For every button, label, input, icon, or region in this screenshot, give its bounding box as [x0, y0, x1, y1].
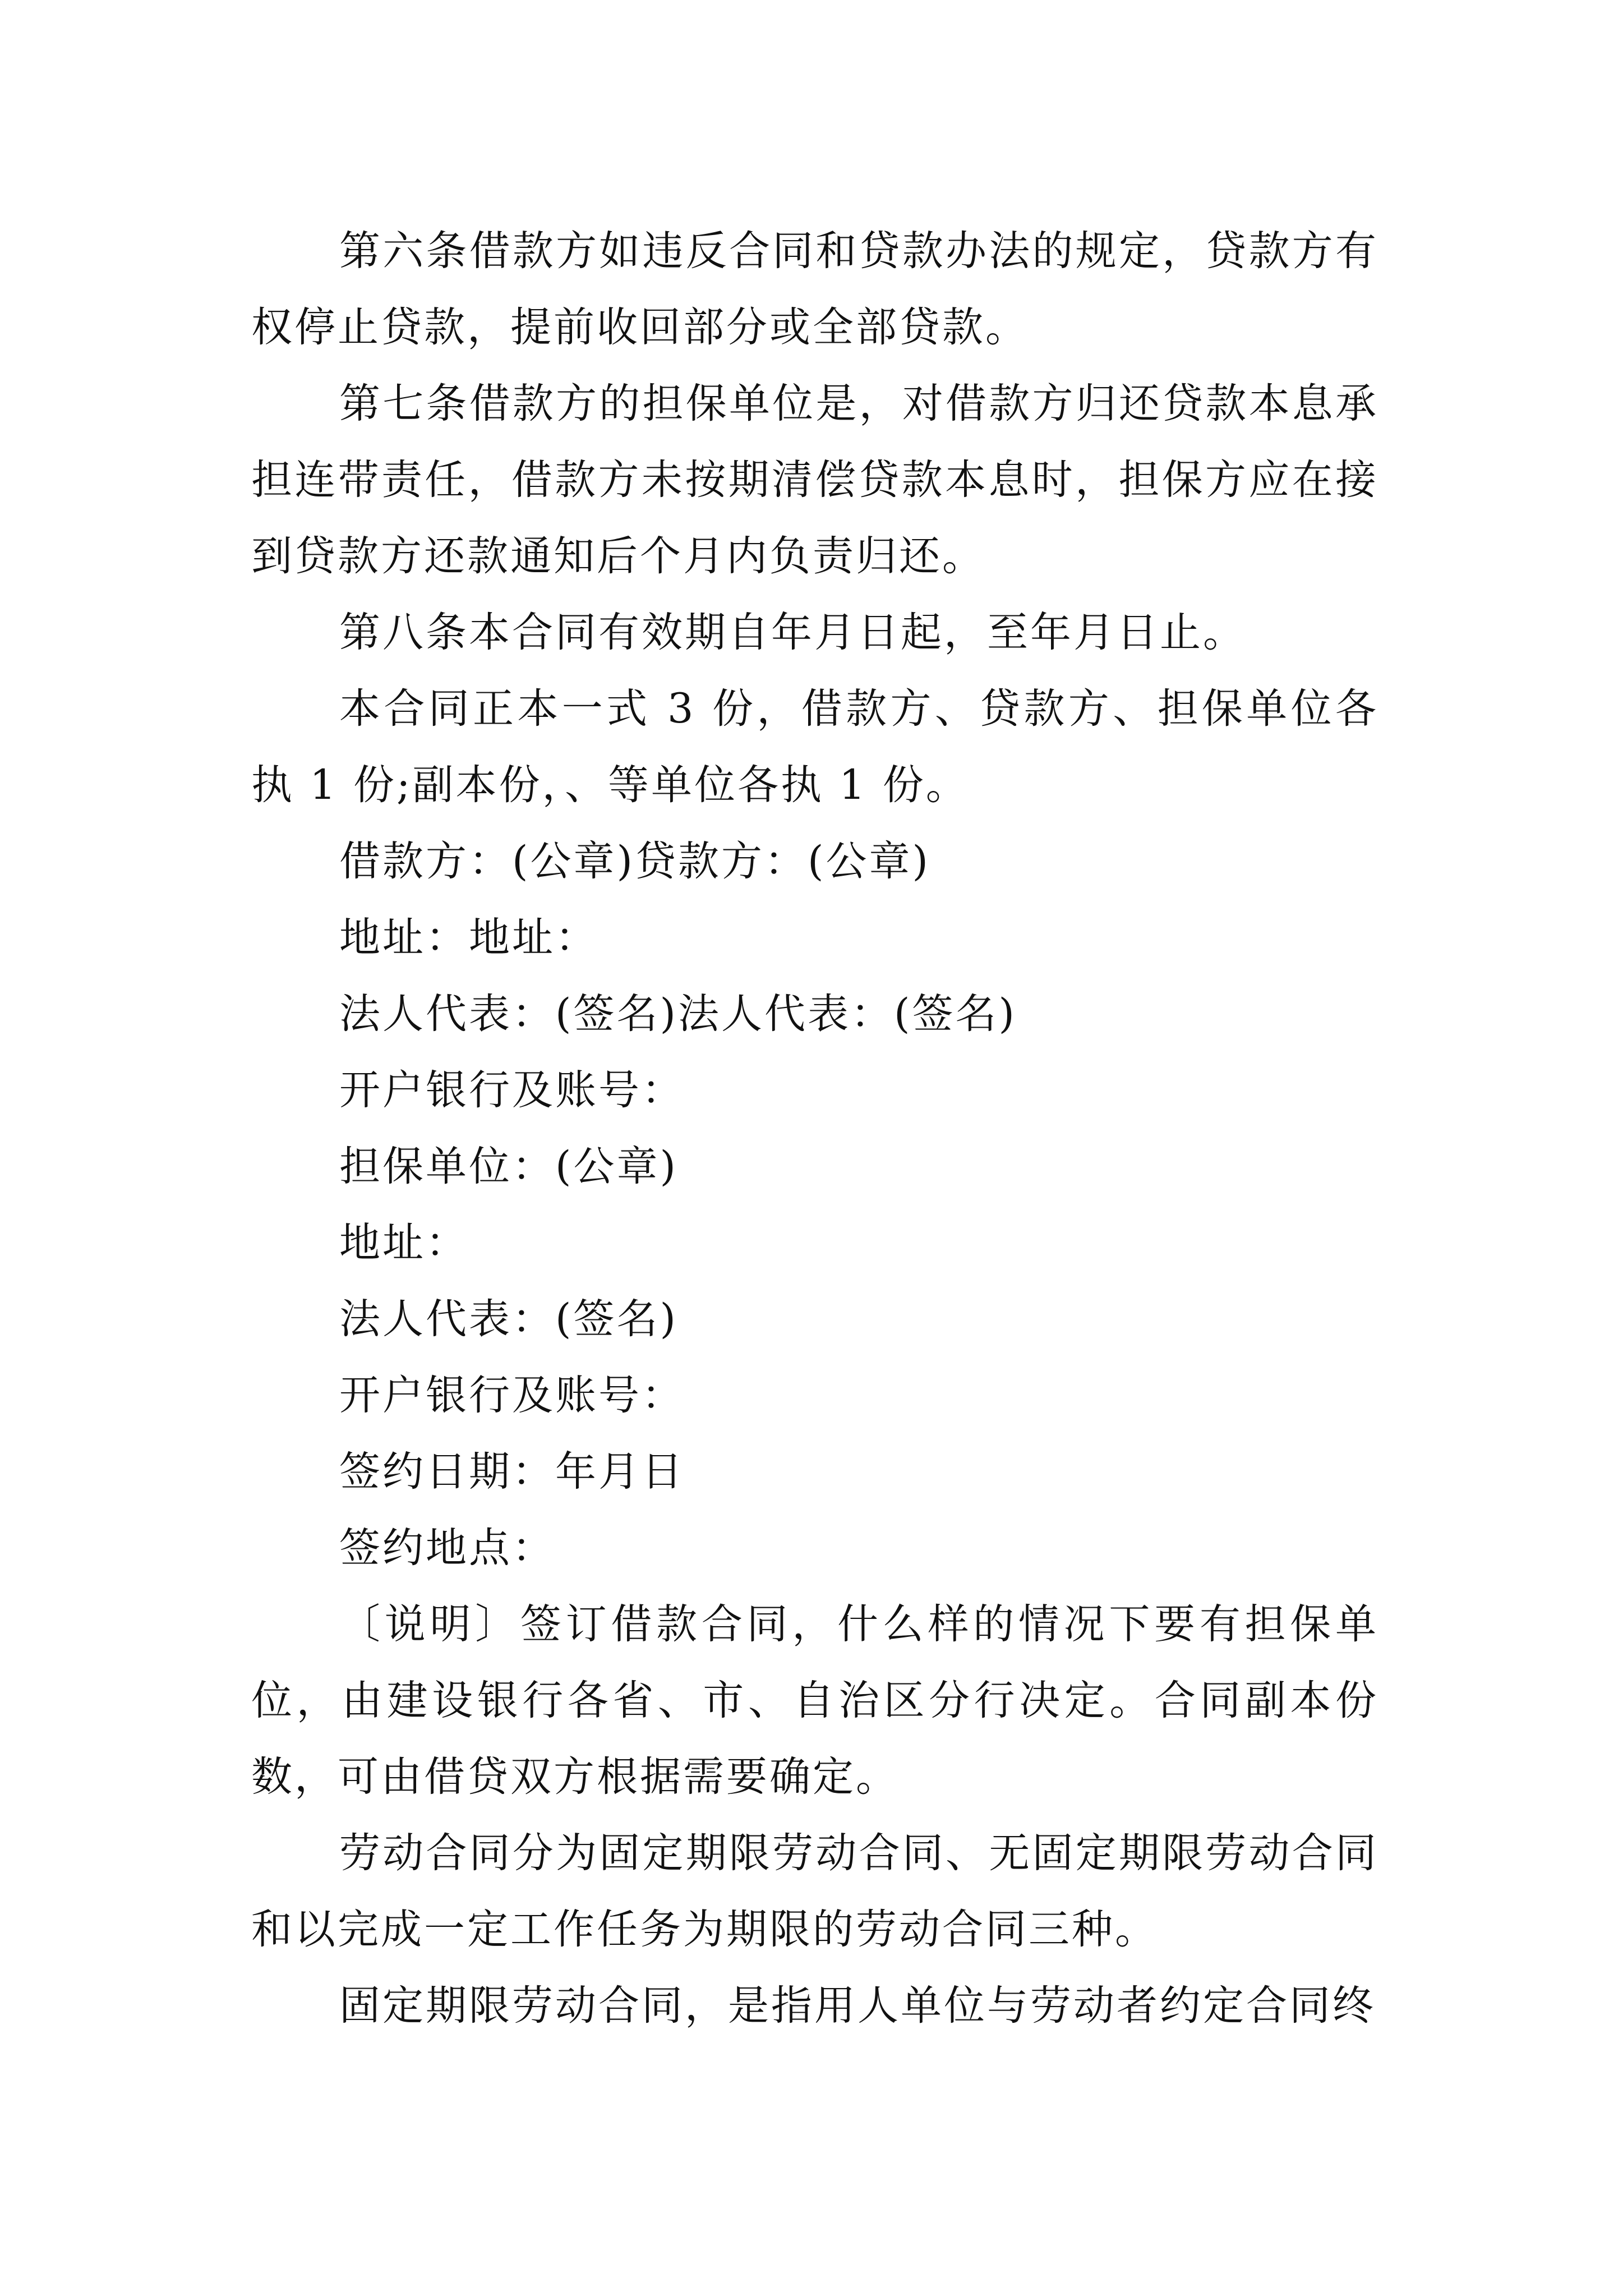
paragraph-article-8: 第八条本合同有效期自年月日起，至年月日止。	[339, 609, 1246, 656]
paragraph-guarantor-legal-rep: 法人代表：(签名)	[339, 1295, 678, 1343]
paragraph-article-7: 第七条借款方的担保单位是，对借款方归还贷款本息承担连带责任，借款方未按期清偿贷款本息时，担保方应在接到贷款方还款通知后个月内负责归还。	[251, 380, 1378, 580]
paragraph-explanation: 〔说明〕签订借款合同，什么样的情况下要有担保单位，由建设银行各省、市、自治区分行决定。合同副本份数，可由借贷双方根据需要确定。	[251, 1600, 1378, 1801]
paragraph-copies: 本合同正本一式 3 份，借款方、贷款方、担保单位各执 1 份;副本份，、等单位各执 1 份。	[251, 685, 1378, 809]
paragraph-signing-date: 签约日期：年月日	[339, 1448, 685, 1496]
paragraph-labor-contract-types: 劳动合同分为固定期限劳动合同、无固定期限劳动合同和以完成一定工作任务为期限的劳动合同三种。	[251, 1829, 1378, 1953]
paragraph-article-6: 第六条借款方如违反合同和贷款办法的规定，贷款方有权停止贷款，提前收回部分或全部贷款。	[251, 227, 1378, 351]
paragraph-legal-rep-pair: 法人代表：(签名)法人代表：(签名)	[339, 990, 1017, 1038]
paragraph-address-pair: 地址：地址：	[339, 914, 598, 961]
paragraph-signing-place: 签约地点：	[339, 1524, 555, 1572]
paragraph-guarantor-address: 地址：	[339, 1219, 469, 1267]
document-body	[251, 213, 1378, 2044]
paragraph-guarantor-seal: 担保单位：(公章)	[339, 1143, 678, 1190]
paragraph-guarantor-bank-account: 开户银行及账号：	[339, 1372, 685, 1419]
paragraph-borrower-lender-seal: 借款方：(公章)贷款方：(公章)	[339, 838, 930, 885]
paragraph-bank-account: 开户银行及账号：	[339, 1066, 685, 1114]
paragraph-fixed-term-contract: 固定期限劳动合同，是指用人单位与劳动者约定合同终	[339, 1982, 1376, 2030]
